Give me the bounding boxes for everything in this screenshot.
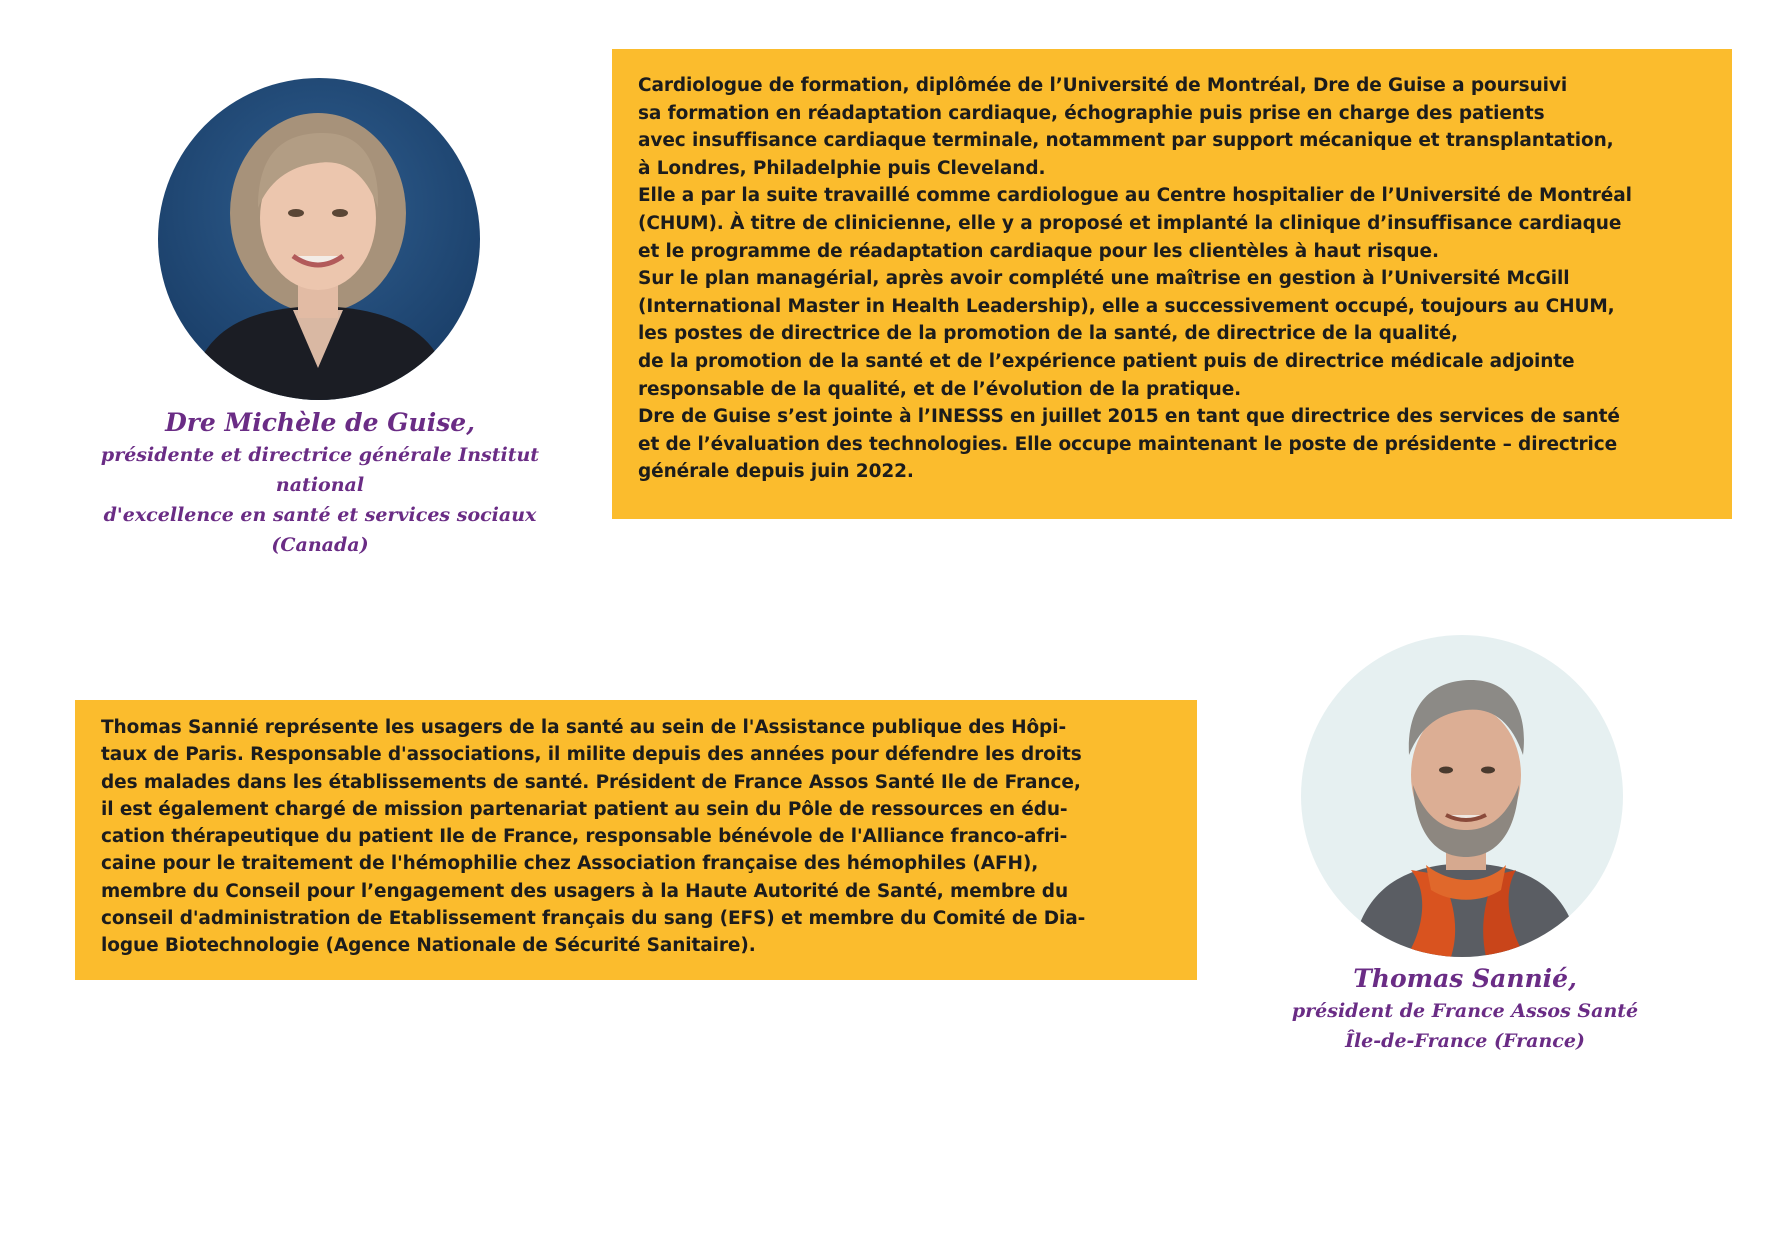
bio-line: Thomas Sannié représente les usagers de la santé au sein de l'Assistance publique des Hôpi- <box>101 717 1067 738</box>
bio-line: Sur le plan managérial, après avoir complété une maîtrise en gestion à l’Université McGill <box>638 268 1570 290</box>
person-role-line: président de France Assos Santé <box>1291 1000 1639 1022</box>
bio-line: cation thérapeutique du patient Ile de France, responsable bénévole de l'Alliance franco-afri- <box>101 826 1068 848</box>
bio-line: avec insuffisance cardiaque terminale, notamment par support mécanique et transplantation, <box>638 130 1614 152</box>
bio-line: Elle a par la suite travaillé comme cardiologue au Centre hospitalier de l’Université de Montréal <box>638 185 1632 207</box>
portrait-photo-michele-de-guise <box>158 78 480 400</box>
bio-line: générale depuis juin 2022. <box>638 461 914 483</box>
bio-line: caine pour le traitement de l'hémophilie chez Association française des hémophiles (AFH), <box>101 853 1039 875</box>
person-role-line: Île-de-France (France) <box>1345 1030 1585 1052</box>
caption-thomas-sannie <box>1225 962 1705 1056</box>
bio-line: (CHUM). À titre de clinicienne, elle y a proposé et implanté la clinique d’insuffisance cardiaque <box>638 212 1622 234</box>
bio-line: de la promotion de la santé et de l’expérience patient puis de directrice médicale adjointe <box>638 350 1575 372</box>
bio-line: logue Biotechnologie (Agence Nationale de Sécurité Sanitaire). <box>101 935 756 957</box>
portrait-image <box>158 78 480 400</box>
bio-line: et le programme de réadaptation cardiaque pour les clientèles à haut risque. <box>638 240 1439 262</box>
bio-line: à Londres, Philadelphie puis Cleveland. <box>638 157 1046 179</box>
bio-line: (International Master in Health Leadership), elle a successivement occupé, toujours au CHUM, <box>638 295 1615 317</box>
bio-line: des malades dans les établissements de santé. Président de France Assos Santé Ile de France, <box>101 771 1081 793</box>
bio-line: il est également chargé de mission partenariat patient au sein du Pôle de ressources en édu- <box>101 798 1068 820</box>
bio-line: membre du Conseil pour l’engagement des usagers à la Haute Autorité de Santé, membre du <box>101 880 1069 902</box>
person-role-line: d'excellence en santé et services sociaux <box>103 504 537 526</box>
bio-line: Cardiologue de formation, diplômée de l’Université de Montréal, Dre de Guise a poursuivi <box>638 75 1568 96</box>
person-role-line: (Canada) <box>271 534 369 556</box>
bio-line: sa formation en réadaptation cardiaque, échographie puis prise en charge des patients <box>638 102 1545 124</box>
person-name: Dre Michèle de Guise, <box>165 408 475 437</box>
bio-line: et de l’évaluation des technologies. Elle occupe maintenant le poste de présidente – directrice <box>638 433 1618 455</box>
person-name: Thomas Sannié, <box>1353 964 1577 993</box>
portrait-photo-thomas-sannie <box>1301 635 1623 957</box>
bio-line: responsable de la qualité, et de l’évolution de la pratique. <box>638 378 1242 400</box>
bio-line: Dre de Guise s’est jointe à l’INESSS en juillet 2015 en tant que directrice des services de santé <box>638 406 1620 428</box>
person-role-line: présidente et directrice générale Institut national <box>100 444 540 496</box>
bio-box-michele-de-guise <box>612 49 1732 519</box>
bio-line: conseil d'administration de Etablissement français du sang (EFS) et membre du Comité de Dia- <box>101 908 1086 930</box>
bio-line: les postes de directrice de la promotion de la santé, de directrice de la qualité, <box>638 323 1458 345</box>
caption-michele-de-guise <box>60 406 580 560</box>
portrait-image <box>1301 635 1623 957</box>
bio-box-thomas-sannie <box>75 700 1197 980</box>
bio-line: taux de Paris. Responsable d'associations, il milite depuis des années pour défendre les droits <box>101 744 1082 766</box>
